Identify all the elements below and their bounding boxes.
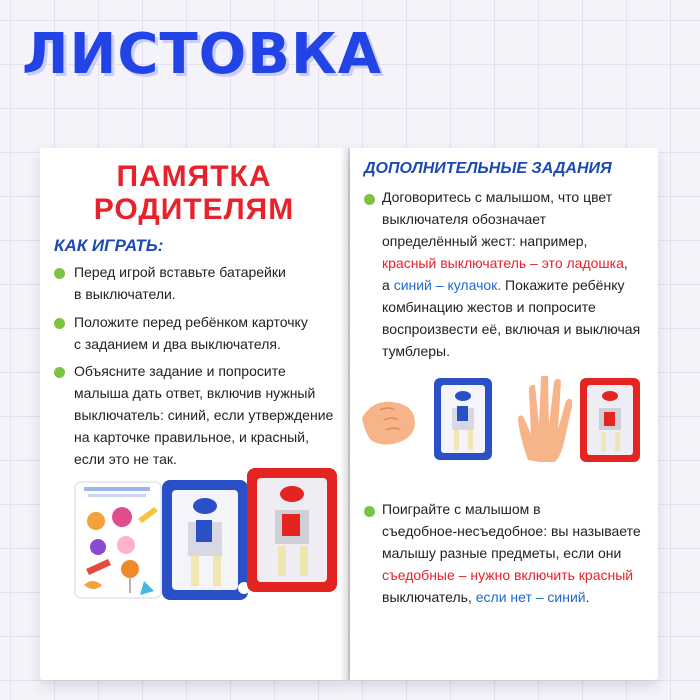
task-2-line-2: съедобное-несъедобное: вы называете	[382, 523, 641, 539]
green-bullet-dot-icon	[54, 268, 65, 279]
green-bullet-dot-icon	[364, 506, 375, 517]
bullet-3-line-4: на карточке правильное, и красный,	[74, 429, 309, 445]
task-1-line-8: тумблеры.	[382, 343, 450, 359]
task-1-line-2: выключателя обозначает	[382, 211, 547, 227]
title-line-1: ПАМЯТКА	[116, 160, 272, 193]
extra-task-2	[382, 498, 641, 608]
open-palm-hand-icon	[514, 376, 572, 462]
blue-switch-fist-text: синий – кулачок.	[393, 277, 502, 293]
right-page	[350, 148, 658, 680]
bullet-2	[74, 311, 308, 355]
red-switch-palm-text: красный выключатель – это ладошка	[382, 255, 624, 271]
task-2-line-1: Поиграйте с малышом в	[382, 501, 541, 517]
left-page-title	[40, 160, 348, 226]
bullet-1	[74, 261, 286, 305]
task-2-line-3: малышу разные предметы, если они	[382, 545, 622, 561]
bullet-3-line-5: если это не так.	[74, 451, 177, 467]
task-1-line-7: воспроизвести её, включая и выключая	[382, 321, 641, 337]
task-1-line-6: комбинацию жестов и попросите	[382, 299, 596, 315]
green-bullet-dot-icon	[364, 194, 375, 205]
task-2-line-5	[382, 586, 641, 608]
inedible-blue-text: если нет – синий	[475, 589, 586, 605]
extra-task-1	[382, 186, 640, 362]
left-page	[40, 148, 348, 680]
task-2-line-5-end: .	[585, 589, 590, 605]
bullet-2-line-1: Положите перед ребёнком карточку	[74, 314, 308, 330]
red-switch-icon	[578, 376, 644, 466]
edible-red-text: съедобные – нужно включить красный	[382, 567, 634, 583]
bullet-2-line-2: с заданием и два выключателя.	[74, 336, 281, 352]
task-1-line-4	[382, 252, 640, 274]
bullet-3-line-1: Объясните задание и попросите	[74, 363, 286, 379]
candy-card-icon	[74, 481, 164, 601]
bullet-3-line-3: выключатель: синий, если утверждение	[74, 407, 334, 423]
task-1-line-4-end: ,	[623, 255, 628, 271]
green-bullet-dot-icon	[54, 318, 65, 329]
task-2-line-5-start: выключатель,	[382, 589, 476, 605]
bullet-3-line-2: малыша дать ответ, включив нужный	[74, 385, 316, 401]
bullet-1-line-1: Перед игрой вставьте батарейки	[74, 264, 286, 280]
task-1-line-1: Договоритесь с малышом, что цвет	[382, 189, 613, 205]
title-line-2: РОДИТЕЛЯМ	[93, 193, 295, 226]
task-1-line-5	[382, 274, 640, 296]
task-1-line-5-end: Покажите ребёнку	[501, 277, 625, 293]
red-switch-icon	[245, 466, 345, 596]
page-header-title: ЛИСТОВКА	[22, 22, 383, 87]
booklet	[40, 148, 668, 688]
bullet-3	[74, 360, 333, 470]
fist-hand-icon	[358, 384, 420, 454]
extra-tasks-heading: ДОПОЛНИТЕЛЬНЫЕ ЗАДАНИЯ	[364, 160, 612, 177]
bullet-1-line-2: в выключатели.	[74, 286, 176, 302]
blue-switch-icon	[432, 376, 498, 464]
task-1-line-5-start: а	[382, 277, 394, 293]
task-1-line-3: определённый жест: например,	[382, 233, 588, 249]
how-to-play-heading: КАК ИГРАТЬ:	[54, 236, 164, 255]
green-bullet-dot-icon	[54, 367, 65, 378]
